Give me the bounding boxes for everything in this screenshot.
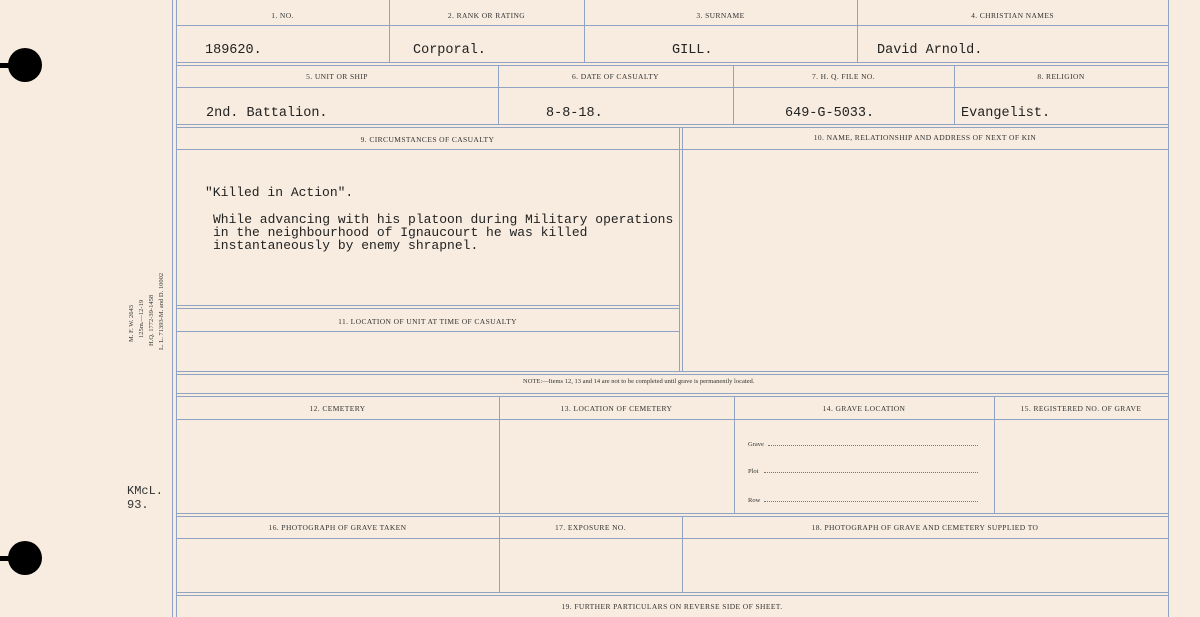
circumstances-line-1: "Killed in Action". bbox=[205, 185, 354, 200]
right-edge-line bbox=[1168, 0, 1169, 617]
row3-divider-a bbox=[679, 127, 680, 371]
header-no: 1. NO. bbox=[271, 11, 294, 20]
row5-header-rule bbox=[176, 538, 1168, 539]
handwritten-line-2: 93. bbox=[127, 498, 149, 512]
handwritten-line-1: KMcL. bbox=[127, 484, 164, 498]
row5-top-rule bbox=[176, 513, 1168, 514]
row4-divider-3 bbox=[994, 396, 995, 513]
header-religion: 8. RELIGION bbox=[1037, 72, 1085, 81]
header-rank: 2. RANK OR RATING bbox=[447, 11, 526, 20]
loc-top-rule bbox=[176, 305, 679, 306]
note-top-rule bbox=[176, 371, 1168, 372]
value-file: 649-G-5033. bbox=[785, 106, 875, 121]
header-circumstances: 9. CIRCUMSTANCES OF CASUALTY bbox=[360, 135, 495, 144]
row1-header-rule bbox=[176, 25, 1168, 26]
header-photo-supplied: 18. PHOTOGRAPH OF GRAVE AND CEMETERY SUPPLIED TO bbox=[811, 523, 1039, 532]
header-photo-taken: 16. PHOTOGRAPH OF GRAVE TAKEN bbox=[268, 523, 407, 532]
row1-divider-1 bbox=[389, 0, 390, 62]
value-religion: Evangelist. bbox=[961, 106, 1051, 121]
header-location-unit: 11. LOCATION OF UNIT AT TIME OF CASUALTY bbox=[338, 317, 517, 326]
form-number-line-2: 125m.—12-19 bbox=[138, 299, 145, 338]
header-grave-location: 14. GRAVE LOCATION bbox=[822, 404, 906, 413]
plot-dotted-line bbox=[764, 472, 978, 473]
row3-header-rule bbox=[176, 149, 1168, 150]
loc-header-rule bbox=[176, 331, 679, 332]
row-label: Row bbox=[748, 497, 761, 504]
circumstances-line-2: While advancing with his platoon during Military operations bbox=[213, 212, 674, 227]
note-top-rule-2 bbox=[176, 374, 1168, 375]
form-number-line-3: H.Q. 1772-39-1458 bbox=[148, 294, 155, 346]
header-unit: 5. UNIT OR SHIP bbox=[306, 72, 368, 81]
grave-dotted-line bbox=[768, 445, 978, 446]
header-date: 6. DATE OF CASUALTY bbox=[572, 72, 659, 81]
value-no: 189620. bbox=[205, 43, 262, 58]
row4-top-rule bbox=[176, 393, 1168, 394]
row1-divider-3 bbox=[857, 0, 858, 62]
header-registered: 15. REGISTERED NO. OF GRAVE bbox=[1020, 404, 1142, 413]
margin-line-1 bbox=[172, 0, 173, 617]
row2-top-rule bbox=[176, 65, 1168, 66]
binder-hole-bottom-tab bbox=[0, 556, 12, 561]
value-rank: Corporal. bbox=[413, 43, 486, 58]
binder-hole-top bbox=[8, 48, 42, 82]
row4-header-rule bbox=[176, 419, 1168, 420]
row6-top-rule bbox=[176, 592, 1168, 593]
row4-divider-2 bbox=[734, 396, 735, 513]
form-number-line-1: M. F. W. 2643 bbox=[128, 304, 135, 342]
header-location-cemetery: 13. LOCATION OF CEMETERY bbox=[560, 404, 673, 413]
binder-hole-top-tab bbox=[0, 63, 12, 68]
row6-top-rule-2 bbox=[176, 595, 1168, 596]
binder-hole-bottom bbox=[8, 541, 42, 575]
row5-top-rule-2 bbox=[176, 516, 1168, 517]
row3-divider-b bbox=[682, 127, 683, 371]
circumstances-line-3: in the neighbourhood of Ignaucourt he was killed bbox=[213, 225, 588, 240]
value-surname: GILL. bbox=[672, 43, 713, 58]
header-cemetery: 12. CEMETERY bbox=[309, 404, 366, 413]
row1-bottom-rule bbox=[176, 62, 1168, 63]
row4-divider-1 bbox=[499, 396, 500, 513]
loc-top-rule-2 bbox=[176, 308, 679, 309]
row2-header-rule bbox=[176, 87, 1168, 88]
note-text: NOTE:—Items 12, 13 and 14 are not to be completed until grave is permanently located. bbox=[523, 378, 755, 385]
row1-divider-2 bbox=[584, 0, 585, 62]
grave-label: Grave bbox=[748, 441, 764, 448]
header-next-of-kin: 10. NAME, RELATIONSHIP AND ADDRESS OF NEXT OF KIN bbox=[813, 133, 1037, 142]
header-exposure: 17. EXPOSURE NO. bbox=[555, 523, 626, 532]
circumstances-line-4: instantaneously by enemy shrapnel. bbox=[213, 238, 479, 253]
handwritten-initials bbox=[127, 484, 163, 512]
row3-top-rule bbox=[176, 127, 1168, 128]
value-unit: 2nd. Battalion. bbox=[206, 106, 328, 121]
form-number-line-4: L. L. 71393-M. and D. 10002 bbox=[158, 272, 165, 350]
plot-label: Plot bbox=[748, 468, 759, 475]
value-christian-names: David Arnold. bbox=[877, 43, 983, 58]
row4-top-rule-2 bbox=[176, 396, 1168, 397]
value-date: 8-8-18. bbox=[546, 106, 603, 121]
header-file: 7. H. Q. FILE NO. bbox=[811, 72, 876, 81]
row-dotted-line bbox=[764, 501, 978, 502]
row2-bottom-rule bbox=[176, 124, 1168, 125]
header-surname: 3. SURNAME bbox=[696, 11, 745, 20]
header-christian-names: 4. CHRISTIAN NAMES bbox=[971, 11, 1054, 20]
header-further-particulars: 19. FURTHER PARTICULARS ON REVERSE SIDE OF SHEET. bbox=[561, 602, 783, 611]
